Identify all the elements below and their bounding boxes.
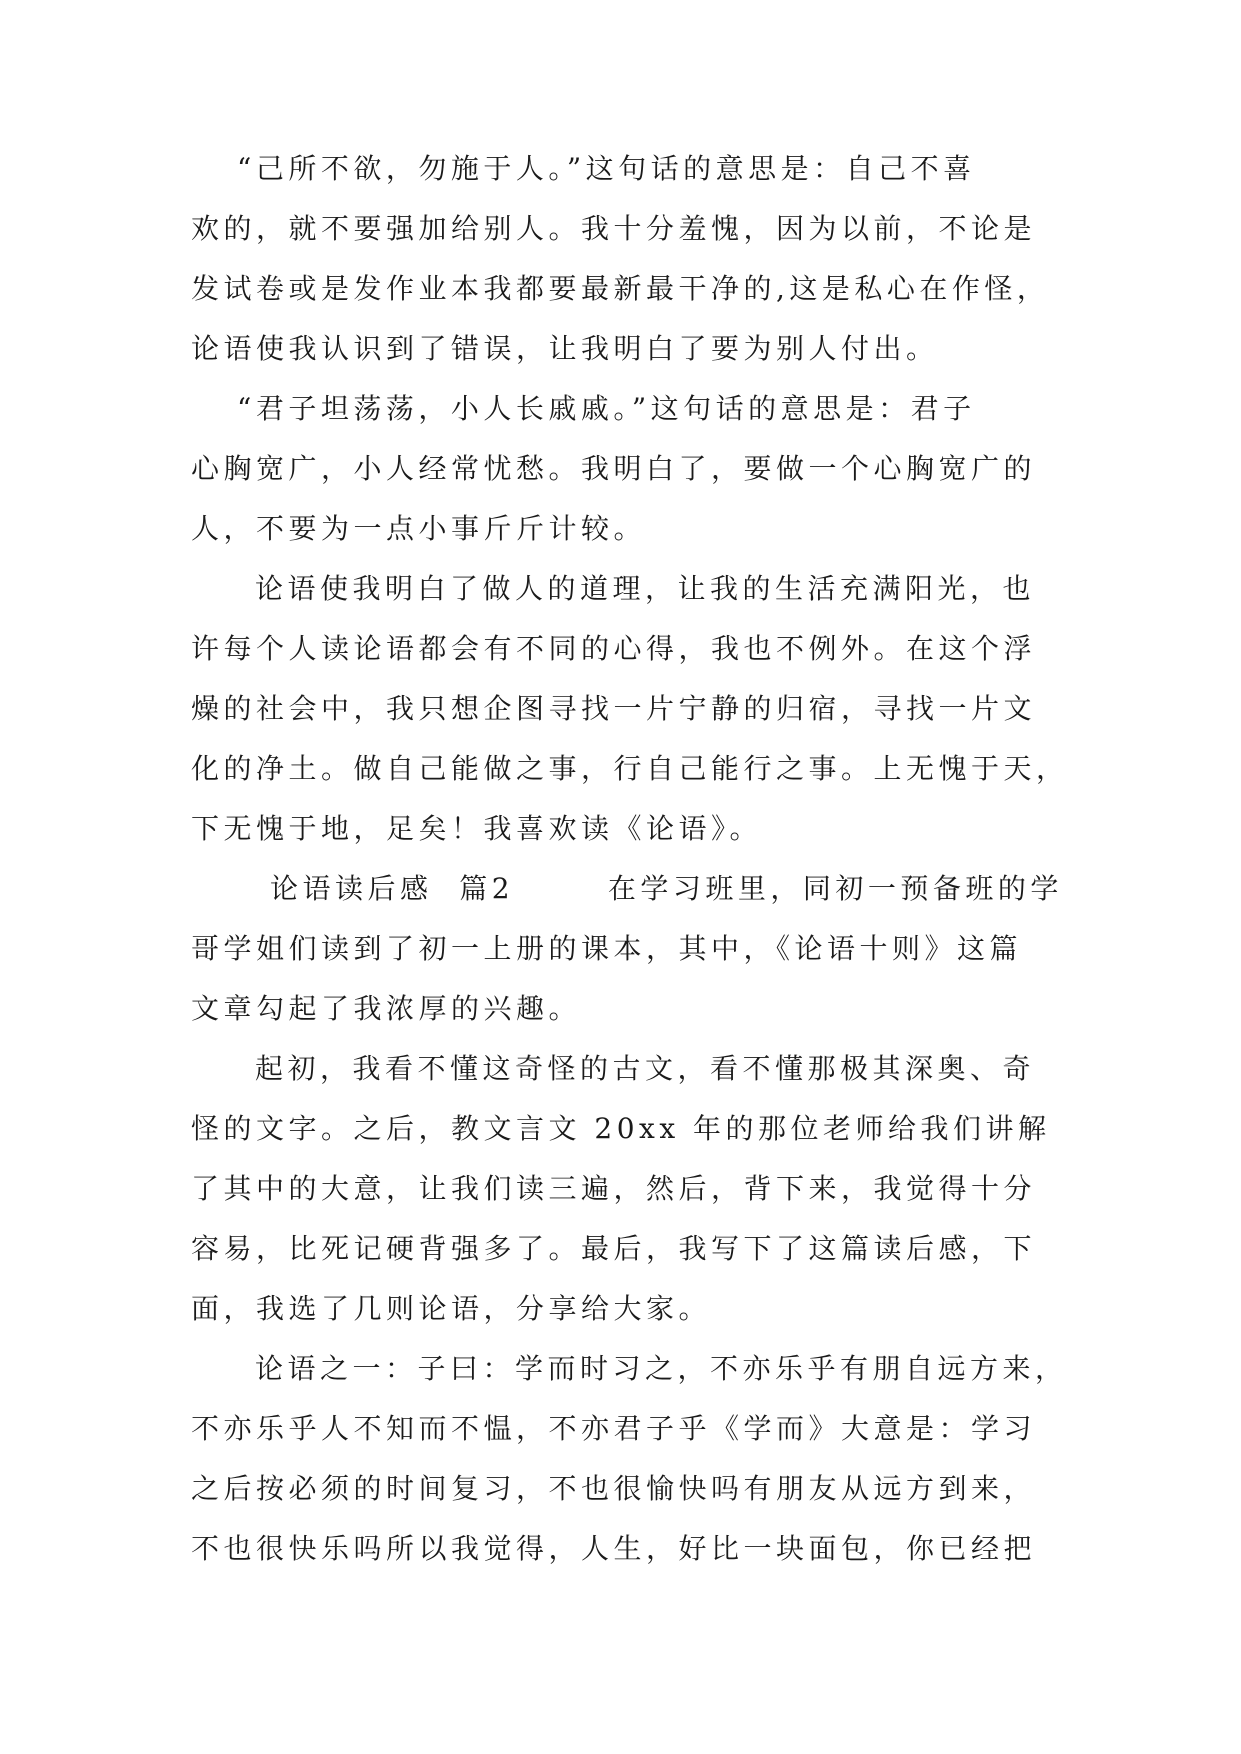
paragraph-line: 论语使我明白了做人的道理，让我的生活充满阳光，也 — [255, 572, 1036, 605]
paragraph-line: 了其中的大意，让我们读三遍，然后，背下来，我觉得十分 — [191, 1172, 1037, 1205]
paragraph-line: 容易，比死记硬背强多了。最后，我写下了这篇读后感，下 — [191, 1232, 1037, 1265]
paragraph-line: 起初，我看不懂这奇怪的古文，看不懂那极其深奥、奇 — [255, 1052, 1036, 1085]
paragraph-line: 欢的，就不要强加给别人。我十分羞愧，因为以前，不论是 — [191, 212, 1037, 245]
paragraph-line: 哥学姐们读到了初一上册的课本，其中，《论语十则》这篇 — [191, 932, 1023, 965]
paragraph-line: 发试卷或是发作业本我都要最新最干净的,这是私心在作怪， — [191, 272, 1050, 305]
paragraph-line: 不亦乐乎人不知而不愠，不亦君子乎《学而》大意是：学习 — [191, 1412, 1037, 1445]
paragraph-line: 怪的文字。之后，教文言文 20xx 年的那位老师给我们讲解 — [191, 1112, 1051, 1145]
paragraph-line: 面，我选了几则论语，分享给大家。 — [191, 1292, 712, 1325]
paragraph-line: 许每个人读论语都会有不同的心得，我也不例外。在这个浮 — [191, 632, 1037, 665]
paragraph-line: “己所不欲，勿施于人。”这句话的意思是：自己不喜 — [237, 152, 976, 185]
paragraph-line: 燥的社会中，我只想企图寻找一片宁静的归宿，寻找一片文 — [191, 692, 1037, 725]
paragraph-line: 论语之一：子曰：学而时习之，不亦乐乎有朋自远方来， — [255, 1352, 1068, 1385]
paragraph-line: 论语使我认识到了错误，让我明白了要为别人付出。 — [191, 332, 939, 365]
paragraph-line: 之后按必须的时间复习，不也很愉快吗有朋友从远方到来， — [191, 1472, 1037, 1505]
paragraph-line: 化的净土。做自己能做之事，行自己能行之事。上无愧于天， — [191, 752, 1069, 785]
paragraph-line: 人，不要为一点小事斤斤计较。 — [191, 512, 647, 545]
paragraph-line: “君子坦荡荡，小人长戚戚。”这句话的意思是：君子 — [237, 392, 976, 425]
paragraph-line: 下无愧于地，足矣！我喜欢读《论语》。 — [191, 812, 763, 845]
paragraph-line: 文章勾起了我浓厚的兴趣。 — [191, 992, 582, 1025]
paragraph-line: 心胸宽广，小人经常忧愁。我明白了，要做一个心胸宽广的 — [191, 452, 1037, 485]
paragraph-line: 不也很快乐吗所以我觉得，人生，好比一块面包，你已经把 — [191, 1532, 1037, 1565]
section-heading-line: 论语读后感 篇2 在学习班里，同初一预备班的学 — [270, 872, 1063, 905]
